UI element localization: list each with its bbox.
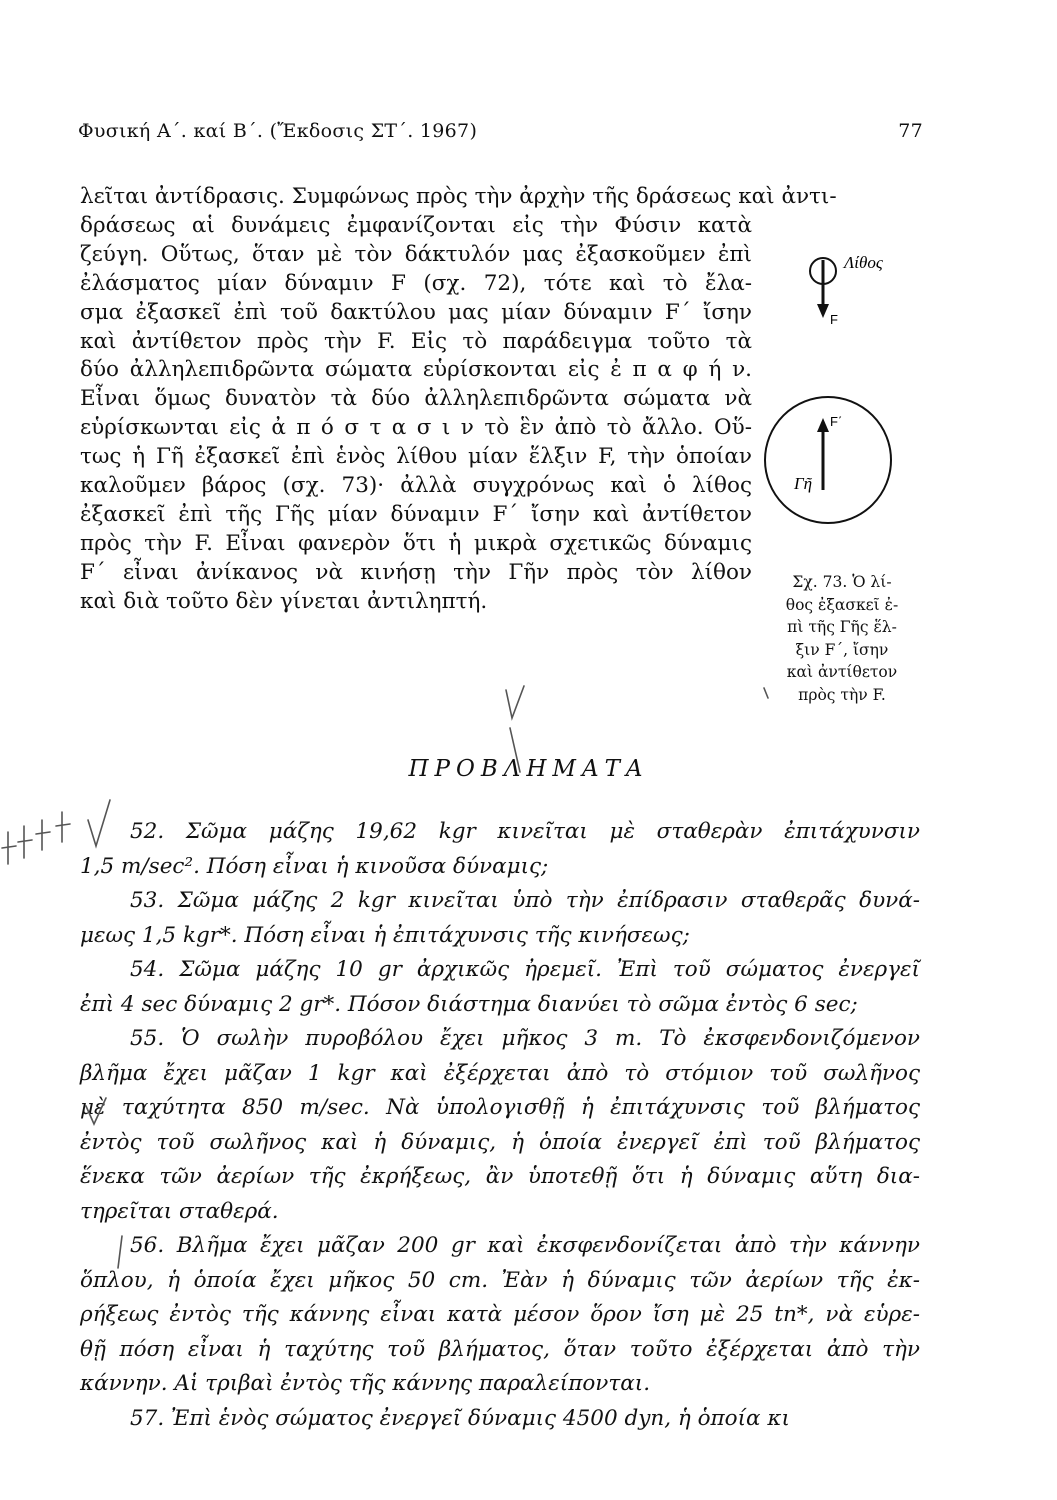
problem-line: μὲ ταχύτητα 850 m/sec. Νὰ ὑπολογισθῇ ἡ ἐπιτάχυνσις τοῦ βλήματος bbox=[80, 1095, 920, 1120]
text-line: λεῖται ἀντίδρασις. Συμφώνως πρὸς τὴν ἀρχὴν τῆς δράσεως καὶ ἀντι- bbox=[80, 184, 837, 209]
problem-line: 53. Σῶμα μάζης 2 kgr κινεῖται ὑπὸ τὴν ἐπίδρασιν σταθερᾶς δυνά- bbox=[130, 888, 920, 913]
caption-line: ξιν F΄, ἴσην bbox=[795, 640, 889, 659]
stone-label: Λίθος bbox=[844, 253, 883, 272]
body-text bbox=[80, 183, 837, 617]
problem-line: μεως 1,5 kgr*. Πόση εἶναι ἡ ἐπιτάχυνσις τῆς κινήσεως; bbox=[80, 922, 690, 948]
problem-line: θῇ πόση εἶναι ἡ ταχύτης τοῦ βλήματος, ὅταν τοῦτο ἐξέρχεται ἀπὸ τὴν bbox=[80, 1336, 920, 1362]
text-line: δράσεως αἱ δυνάμεις ἐμφανίζονται εἰς τὴν Φύσιν κατὰ bbox=[80, 212, 752, 238]
caption-line: πὶ τῆς Γῆς ἕλ- bbox=[787, 618, 897, 636]
problem-line: κάννην. Αἱ τριβαὶ ἐντὸς τῆς κάννης παραλείπονται. bbox=[80, 1371, 651, 1396]
text-line: τως ἡ Γῆ ἐξασκεῖ ἐπὶ ἑνὸς λίθου μίαν ἕλξιν F, τὴν ὁποίαν bbox=[80, 444, 752, 470]
problem-line: ἐπὶ 4 sec δύναμις 2 gr*. Πόσον διάστημα διανύει τὸ σῶμα ἐντὸς 6 sec; bbox=[80, 991, 858, 1017]
problem-line: βλῆμα ἔχει μᾶζαν 1 kgr καὶ ἐξέρχεται ἀπὸ τὸ στόμιον τοῦ σωλῆνος bbox=[80, 1060, 920, 1086]
text-line: καλοῦμεν βάρος (σχ. 73)· ἀλλὰ συγχρόνως καὶ ὁ λίθος bbox=[80, 473, 752, 499]
text-line: σμα ἐξασκεῖ ἐπὶ τοῦ δακτύλου μας μίαν δύναμιν F΄ ἴσην bbox=[80, 299, 752, 325]
force-prime-label: F΄ bbox=[830, 414, 843, 429]
problems-list bbox=[80, 815, 920, 1436]
problem-line: τηρεῖται σταθερά. bbox=[80, 1198, 279, 1224]
section-heading: ΠΡΟΒΛΗΜΑΤΑ bbox=[408, 756, 649, 782]
page-number: 77 bbox=[898, 120, 923, 142]
figure-73-diagram bbox=[756, 238, 936, 528]
earth-label: Γῆ bbox=[794, 474, 813, 493]
problem-line: ρήξεως ἐντὸς τῆς κάννης εἶναι κατὰ μέσον ὅρον ἴση μὲ 25 tn*, νὰ εὑρε- bbox=[80, 1302, 920, 1327]
text-line: ζεύγη. Οὕτως, ὅταν μὲ τὸν δάκτυλόν μας ἐξασκοῦμεν ἐπὶ bbox=[80, 241, 752, 267]
problem-line: 55. Ὁ σωλὴν πυροβόλου ἔχει μῆκος 3 m. Τὸ ἐκσφενδονιζόμενον bbox=[130, 1026, 920, 1051]
text-line: F΄ εἶναι ἀνίκανος νὰ κινήσῃ τὴν Γῆν πρὸς τὸν λίθον bbox=[80, 559, 752, 585]
caption-line: θος ἐξασκεῖ ἐ- bbox=[785, 595, 899, 614]
caption-line: Σχ. 73. Ὁ λί- bbox=[792, 573, 892, 591]
problem-line: 56. Βλῆμα ἔχει μᾶζαν 200 gr καὶ ἐκσφενδονίζεται ἀπὸ τὴν κάννην bbox=[130, 1233, 920, 1258]
earth-shape bbox=[765, 397, 891, 523]
problem-line: ὅπλου, ἡ ὁποία ἔχει μῆκος 50 cm. Ἐὰν ἡ δύναμις τῶν ἀερίων τῆς ἐκ- bbox=[80, 1267, 920, 1293]
text-line: καὶ διὰ τοῦτο δὲν γίνεται ἀντιληπτή. bbox=[80, 588, 488, 614]
text-line: δύο ἀλληλεπιδρῶντα σώματα εὑρίσκονται εἰς ἐ π α φ ή ν. bbox=[80, 357, 752, 383]
text-line: εὑρίσκωνται εἰς ἀ π ό σ τ α σ ι ν τὸ ἓν ἀπὸ τὸ ἄλλο. Οὕ- bbox=[80, 415, 752, 441]
text-line: ἐξασκεῖ ἐπὶ τῆς Γῆς μίαν δύναμιν F΄ ἴσην καὶ ἀντίθετον bbox=[80, 501, 752, 527]
problem-line: 52. Σῶμα μάζης 19,62 kgr κινεῖται μὲ σταθερὰν ἐπιτάχυνσιν bbox=[130, 819, 920, 844]
text-line: ἐλάσματος μίαν δύναμιν F (σχ. 72), τότε καὶ τὸ ἔλα- bbox=[80, 270, 752, 296]
arrowhead-down-icon bbox=[817, 304, 829, 318]
problem-line: ἐντὸς τοῦ σωλῆνος καὶ ἡ δύναμις, ἡ ὁποία ἐνεργεῖ ἐπὶ τοῦ βλήματος bbox=[80, 1129, 920, 1155]
header-title: Φυσική Α΄. καί Β΄. (Ἔκδοσις ΣΤ΄. 1967) bbox=[78, 120, 478, 142]
problem-line: 1,5 m/sec². Πόση εἶναι ἡ κινοῦσα δύναμις; bbox=[80, 853, 549, 879]
problem-line: ἕνεκα τῶν ἀερίων τῆς ἐκρήξεως, ἂν ὑποτεθῇ ὅτι ἡ δύναμις αὕτη δια- bbox=[80, 1164, 920, 1189]
caption-line: πρὸς τὴν F. bbox=[798, 685, 886, 704]
problem-line: 54. Σῶμα μάζης 10 gr ἀρχικῶς ἠρεμεῖ. Ἐπὶ τοῦ σώματος ἐνεργεῖ bbox=[130, 957, 920, 982]
pencil-tally-marks bbox=[2, 812, 70, 864]
problem-line: 57. Ἐπὶ ἑνὸς σώματος ἐνεργεῖ δύναμις 4500 dyn, ἡ ὁποία κι bbox=[130, 1405, 790, 1431]
force-label: F bbox=[830, 312, 838, 327]
text-line: καὶ ἀντίθετον πρὸς τὴν F. Εἰς τὸ παράδειγμα τοῦτο τὰ bbox=[80, 328, 752, 354]
figure-caption bbox=[762, 571, 922, 706]
caption-line: καὶ ἀντίθετον bbox=[786, 663, 898, 681]
arrowhead-up-icon bbox=[817, 418, 829, 432]
text-line: πρὸς τὴν F. Εἶναι φανερὸν ὅτι ἡ μικρὰ σχετικῶς δύναμις bbox=[80, 530, 752, 556]
text-line: Εἶναι ὅμως δυνατὸν τὰ δύο ἀλληλεπιδρῶντα σώματα νὰ bbox=[80, 386, 752, 412]
pencil-check-mark bbox=[506, 686, 524, 718]
